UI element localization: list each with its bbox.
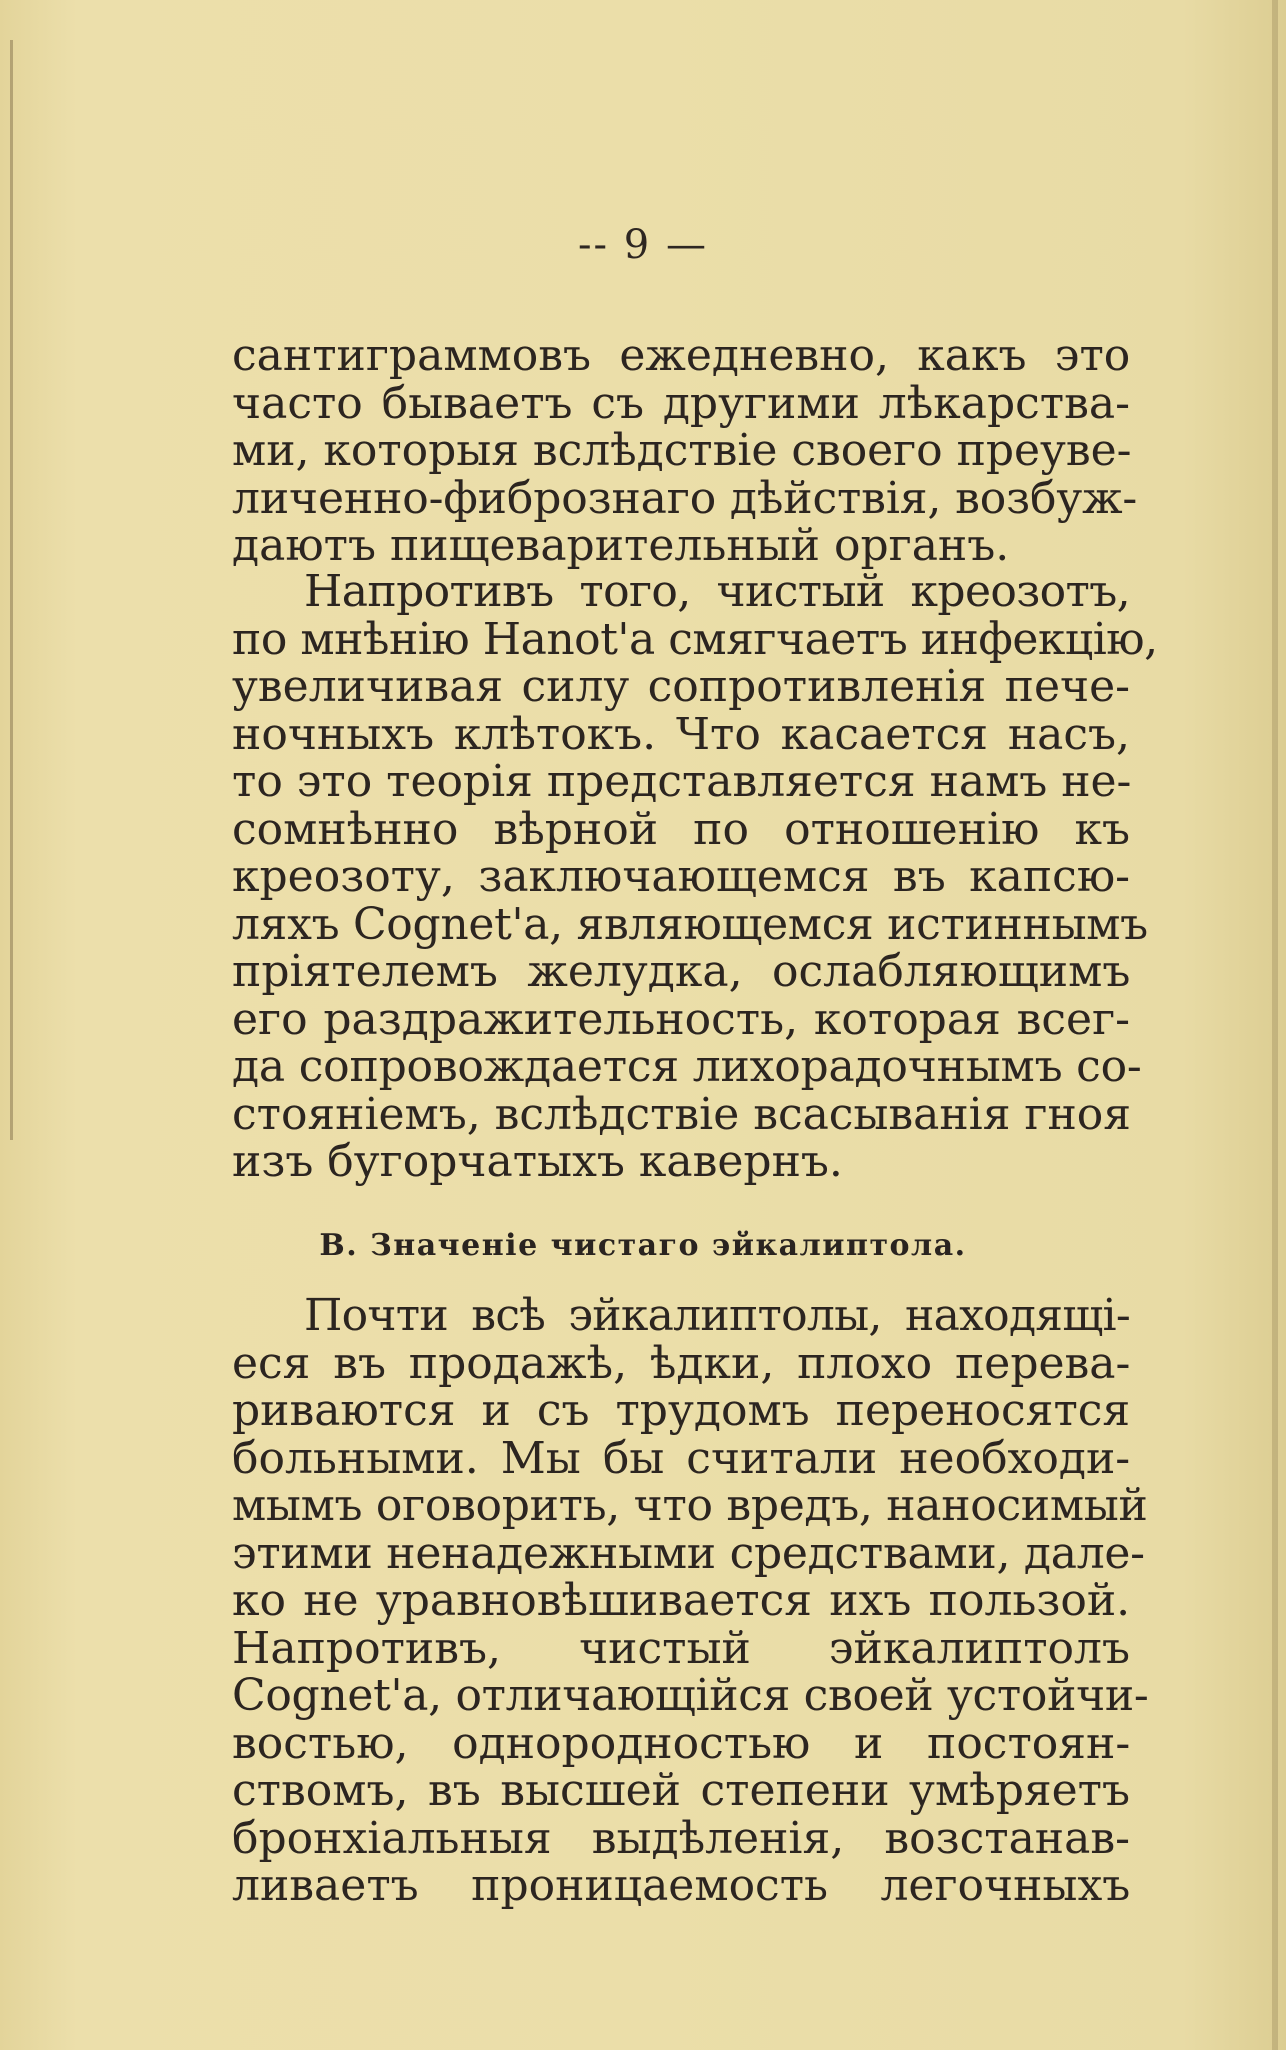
- text-line: личенно-фибрознаго дѣйствія, возбуж-: [232, 472, 1138, 524]
- text-line: ми, которыя вслѣдствіе своего преуве-: [232, 425, 1132, 476]
- text-line: пріятелемъ желудка, ослабляющимъ: [232, 946, 1131, 997]
- text-line: еся въ продажѣ, ѣдки, плохо перева-: [232, 1337, 1131, 1389]
- text-line: больными. Мы бы считали необходи-: [232, 1432, 1131, 1484]
- text-line: изъ бугорчатыхъ кавернъ.: [232, 1136, 843, 1187]
- text-line: то это теорія представляется намъ не-: [232, 756, 1132, 807]
- section-heading: В. Значеніе чистаго эйкалиптола.: [319, 1228, 967, 1263]
- text-line: даютъ пищеварительный органъ.: [232, 520, 1010, 571]
- text-line: бронхіальныя выдѣленія, возстанав-: [232, 1812, 1130, 1864]
- text-line: ночныхъ клѣтокъ. Что касается насъ,: [232, 708, 1130, 760]
- text-line: риваются и съ трудомъ переносятся: [232, 1385, 1131, 1436]
- text-line: Напротивъ, чистый эйкалиптолъ: [232, 1622, 1130, 1674]
- text-line: Почти всѣ эйкалиптолы, находящі-: [304, 1290, 1130, 1341]
- text-line: этими ненадежными средствами, дале-: [232, 1527, 1145, 1579]
- text-line: увеличивая силу сопротивленія пече-: [232, 661, 1130, 712]
- text-line: сомнѣнно вѣрной по отношенію къ: [232, 803, 1130, 855]
- text-line: ко не уравновѣшивается ихъ пользой.: [232, 1575, 1131, 1626]
- paragraph-3: [232, 1290, 1149, 1911]
- text-line: ливаетъ проницаемость легочныхъ: [232, 1860, 1131, 1911]
- text-line: сантиграммовъ ежедневно, какъ это: [232, 330, 1131, 381]
- text-line: ляхъ Cognet'а, являющемся истиннымъ: [232, 898, 1148, 950]
- paragraph-1: [232, 330, 1138, 571]
- text-line: мымъ оговорить, что вредъ, наносимый: [232, 1480, 1148, 1531]
- text-line: да сопровождается лихорадочнымъ со-: [232, 1041, 1142, 1092]
- text-line: креозоту, заключающемся въ капсю-: [232, 851, 1130, 902]
- text-line: востью, однородностью и постоян-: [232, 1717, 1131, 1769]
- paragraph-2: [232, 566, 1158, 1187]
- text-line: Cognet'а, отличающійся своей устойчи-: [232, 1670, 1149, 1721]
- text-line: часто бываетъ съ другими лѣкарства-: [232, 377, 1130, 429]
- text-line: его раздражительность, которая всег-: [232, 993, 1130, 1045]
- text-line: по мнѣнію Hanot'а смягчаетъ инфекцію,: [232, 613, 1158, 665]
- page-binding-edge: [10, 40, 13, 1140]
- text-line: стояніемъ, вслѣдствіе всасыванія гноя: [232, 1088, 1131, 1140]
- text-line: Напротивъ того, чистый креозотъ,: [304, 566, 1130, 617]
- text-line: ствомъ, въ высшей степени умѣряетъ: [232, 1765, 1130, 1816]
- page-right-edge: [1272, 0, 1278, 2050]
- page-number: -- 9 —: [578, 222, 708, 268]
